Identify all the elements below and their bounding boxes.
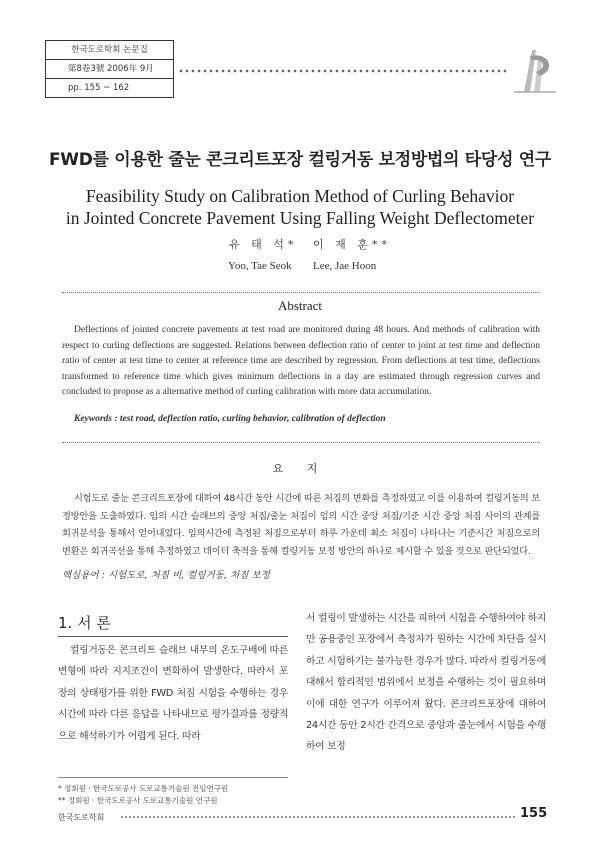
footer-society: 한국도로학회 (58, 813, 105, 822)
divider (62, 442, 540, 443)
footnote-1: * 정회원 · 한국도로공사 도로교통기술원 전임연구원 (58, 784, 229, 793)
journal-issue: 第8卷3號 2006年 9月 (46, 60, 173, 79)
summary-keywords: 핵심용어 : 시험도로, 처짐 비, 컬링거동, 처짐 보정 (62, 570, 270, 581)
abstract-body: Deflections of jointed concrete pavements at test road are monitored during 48 hours. And methods of calibration with respect to curling deflections are suggested. Relations between deflection ratio of center to joint at test time and deflection ratio of center at test time to center at reference time are described by regression. From deflections at test time, deflections transformed to reference time which gives minimum deflections in a day are estimated through regression curves and concluded to propose as a alternative method of curling calibration with more data accumulation. (62, 325, 540, 398)
title-english-line2: in Jointed Concrete Pavement Using Falling Weight Deflectometer (65, 208, 535, 228)
section-underline (58, 636, 288, 637)
divider (62, 292, 540, 293)
journal-name: 한국도로학회 논문집 (46, 41, 173, 60)
author2-english: Lee, Jae Hoon (313, 260, 377, 272)
abstract-keywords: Keywords : test road, deflection ratio, curling behavior, calibration of deflection (74, 414, 386, 424)
journal-pages: pp. 155 ~ 162 (68, 83, 130, 93)
header-dotted-line (178, 68, 508, 74)
section-title: 1. 서 론 (58, 614, 111, 632)
page-number: 155 (520, 806, 548, 821)
title-korean: FWD를 이용한 줄눈 콘크리트포장 컬링거동 보정방법의 타당성 연구 (48, 150, 552, 170)
author1-korean: 유 태 석* (229, 238, 298, 251)
summary-body: 시험도로 줄눈 콘크리트포장에 대하여 48시간 동안 시간에 따른 처짐의 변화를 측정하였고 이를 이용하여 컬링거동의 보정방안을 도출하였다. 임의 시간 슬래브의 중앙 처짐/줄눈 처짐이 임의 시간 중앙 처짐/기준 시간 중앙 처짐 사이의 관계를 회귀분석을 통해서 얻어내었다. 임의시간에 측정된 처짐으로부터 하루 가운데 최소 처짐이 나타나는 기준시간 처짐으로의 변환은 회귀곡선을 통해 추정하였고 데이터 축적을 통해 컬링거동 보정 방안의 하나로 제시할 수 있을 것으로 판단되었다. (62, 493, 540, 557)
title-english (0, 185, 600, 229)
author2-korean: 이 재 훈** (313, 238, 391, 251)
abstract-heading: Abstract (277, 298, 323, 313)
footnotes (58, 783, 358, 807)
author1-english: Yoo, Tae Seok (228, 260, 292, 272)
footer-dotted-line (120, 815, 515, 819)
intro-right-column: 서 컬링이 발생하는 시간을 피하여 시험을 수행하여야 하지만 공용중인 포장에서 측정자가 원하는 시간에 차단을 실시하고 시험하기는 불가능한 경우가 많다. 따라서 컬링거동에 대해서 합리적인 범위에서 보정을 수행하는 것이 필요하며 이에 대한 연구가 이루어져 왔다. 콘크리트포장에 대하여 24시간 동안 2시간 간격으로 중앙과 줄눈에서 시험을 수행하여 보정 (306, 613, 546, 753)
summary-heading: 요 지 (272, 462, 328, 475)
intro-left-column: 컬링거동은 콘크리트 슬래브 내부의 온도구배에 따른 변형에 따라 지지조건이 변화하여 발생한다. 따라서 포장의 상태평가를 위한 FWD 처짐 시험을 수행하는 경우 시간에 따라 다른 응답을 나타내므로 평가결과를 정량적으로 해석하기가 어렵게 된다. 따라 (58, 645, 288, 742)
footnote-2: ** 정회원 · 한국도로공사 도로교통기술원 연구원 (58, 796, 218, 805)
title-english-line1: Feasibility Study on Calibration Method of Curling Behavior (85, 186, 515, 206)
footnote-divider (58, 777, 288, 778)
journal-logo-icon (510, 42, 560, 97)
journal-header-box (45, 40, 174, 98)
